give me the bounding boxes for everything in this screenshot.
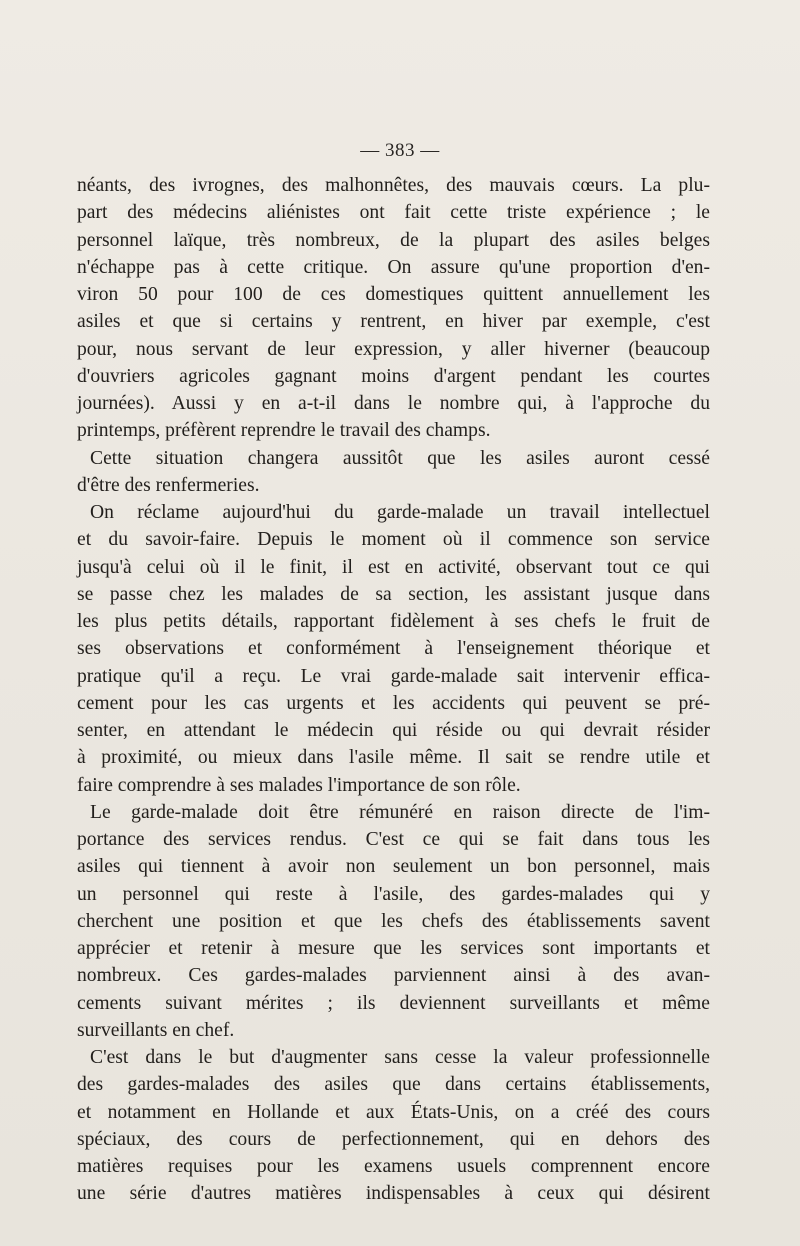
text-line: matières requises pour les examens usuels comprennent encore: [77, 1156, 710, 1177]
text-line: surveillants en chef.: [77, 1019, 235, 1041]
text-line: apprécier et retenir à mesure que les services sont importants et: [77, 938, 710, 959]
text-line: senter, en attendant le médecin qui réside ou qui devrait résider: [77, 720, 710, 741]
text-line: pour, nous servant de leur expression, y aller hiverner (beaucoup: [77, 338, 710, 360]
text-line: et notamment en Hollande et aux États-Unis, on a créé des cours: [77, 1101, 710, 1123]
text-line: d'ouvriers agricoles gagnant moins d'argent pendant les courtes: [77, 365, 710, 387]
text-line: faire comprendre à ses malades l'importance de son rôle.: [77, 774, 521, 796]
text-line: une série d'autres matières indispensables à ceux qui désirent: [77, 1183, 710, 1205]
text-line: printemps, préfèrent reprendre le travail des champs.: [77, 420, 491, 442]
text-line: se passe chez les malades de sa section, les assistant jusque dans: [77, 583, 710, 605]
text-line: ses observations et conformément à l'enseignement théorique et: [77, 638, 710, 660]
text-line: asiles et que si certains y rentrent, en hiver par exemple, c'est: [77, 311, 710, 333]
text-line: journées). Aussi y en a-t-il dans le nombre qui, à l'approche du: [77, 393, 710, 414]
text-line: asiles qui tiennent à avoir non seulement un bon personnel, mais: [77, 856, 710, 878]
text-line: spéciaux, des cours de perfectionnement, qui en dehors des: [77, 1128, 710, 1150]
text-line: jusqu'à celui où il le finit, il est en activité, observant tout ce qui: [77, 556, 710, 578]
text-line: d'être des renfermeries.: [77, 474, 260, 496]
text-line: et du savoir-faire. Depuis le moment où il commence son service: [77, 529, 710, 551]
text-line: cement pour les cas urgents et les accidents qui peuvent se pré-: [77, 692, 710, 714]
text-line: viron 50 pour 100 de ces domestiques quittent annuellement les: [77, 284, 710, 305]
text-line: Le garde-malade doit être rémunéré en raison directe de l'im-: [90, 801, 710, 823]
text-line: à proximité, ou mieux dans l'asile même. Il sait se rendre utile et: [77, 747, 710, 769]
text-line: On réclame aujourd'hui du garde-malade un travail intellectuel: [90, 502, 710, 523]
text-line: nombreux. Ces gardes-malades parviennent ainsi à des avan-: [77, 965, 710, 987]
text-line: Cette situation changera aussitôt que les asiles auront cessé: [90, 447, 710, 469]
text-line: C'est dans le but d'augmenter sans cesse la valeur professionnelle: [90, 1047, 710, 1068]
text-line: n'échappe pas à cette critique. On assure qu'une proportion d'en-: [77, 256, 710, 278]
text-line: un personnel qui reste à l'asile, des gardes-malades qui y: [77, 883, 710, 905]
text-line: personnel laïque, très nombreux, de la plupart des asiles belges: [77, 229, 710, 251]
text-line: pratique qu'il a reçu. Le vrai garde-malade sait intervenir effica-: [77, 665, 710, 687]
text-line: cherchent une position et que les chefs des établissements savent: [77, 910, 710, 932]
page-number: — 383 —: [360, 140, 440, 161]
text-line: portance des services rendus. C'est ce qui se fait dans tous les: [77, 829, 710, 850]
body-text: [77, 172, 710, 1208]
text-line: part des médecins aliénistes ont fait cette triste expérience ; le: [77, 202, 710, 224]
text-line: néants, des ivrognes, des malhonnêtes, des mauvais cœurs. La plu-: [77, 175, 710, 196]
text-line: les plus petits détails, rapportant fidèlement à ses chefs le fruit de: [77, 611, 710, 632]
text-line: des gardes-malades des asiles que dans certains établissements,: [77, 1074, 710, 1096]
text-line: cements suivant mérites ; ils deviennent surveillants et même: [77, 992, 710, 1014]
